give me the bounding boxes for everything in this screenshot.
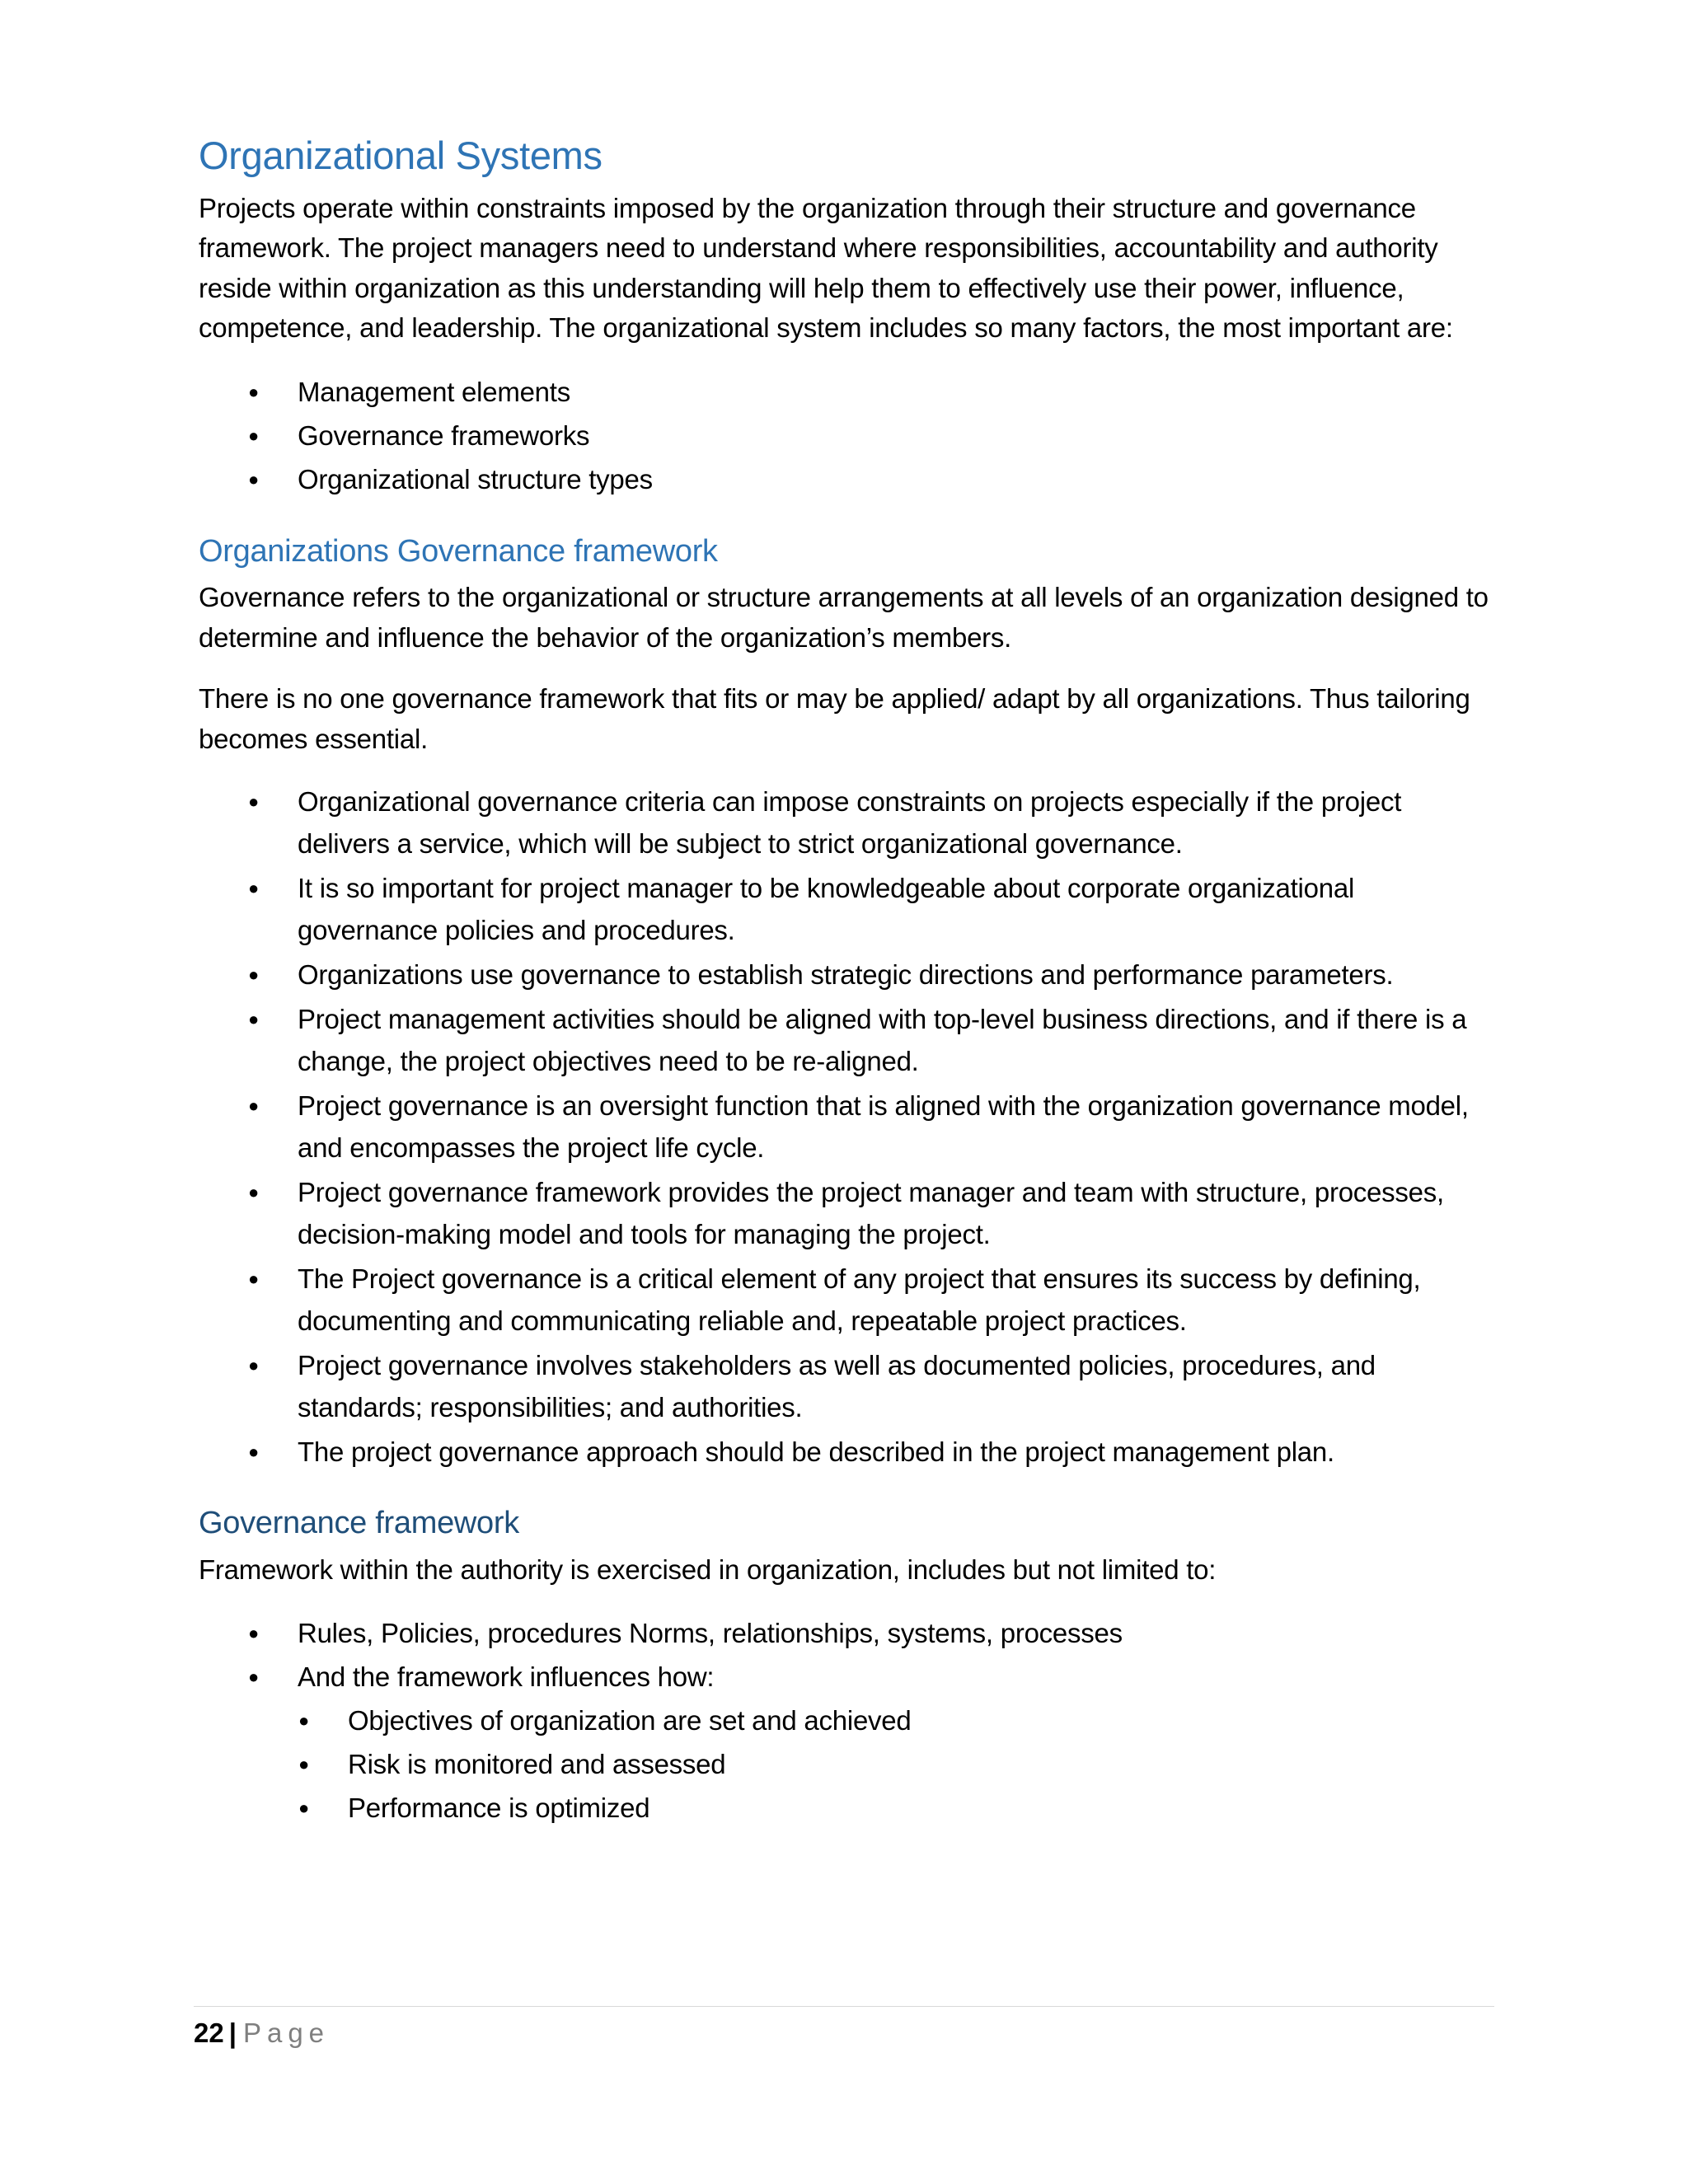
governance-tailoring-paragraph: There is no one governance framework that fits or may be applied/ adapt by all organizations. Thus tailoring becomes essential. <box>199 683 1470 754</box>
list-item: ● Governance frameworks <box>199 414 1494 457</box>
list-item: ● The project governance approach should be described in the project management plan. <box>199 1431 1494 1473</box>
page-footer <box>194 2006 1494 2051</box>
list-item: ● The Project governance is a critical element of any project that ensures its success by defining, documenting and communicating reliable and, repeatable project practices. <box>199 1258 1494 1342</box>
page-label: Page <box>242 2018 331 2048</box>
section-title-governance-framework-2: Governance framework <box>199 1506 519 1541</box>
list-item: ● Rules, Policies, procedures Norms, relationships, systems, processes <box>199 1611 1494 1655</box>
list-item: ● Project governance involves stakeholders as well as documented policies, procedures, and standards; responsibilities; and authorities. <box>199 1344 1494 1428</box>
governance-definition-paragraph: Governance refers to the organizational or structure arrangements at all levels of an organization designed to determine and influence the behavior of the organization’s members. <box>199 582 1489 653</box>
footer-separator: | <box>228 2018 237 2048</box>
list-item: ● Management elements <box>199 370 1494 414</box>
list-item: ● Organizational structure types <box>199 457 1494 501</box>
document-page <box>199 132 1494 1849</box>
sub-list-item: ● Risk is monitored and assessed <box>199 1742 1494 1786</box>
governance-framework-intro: Framework within the authority is exercised in organization, includes but not limited to: <box>199 1554 1217 1585</box>
page-number: 22 <box>194 2018 224 2048</box>
section-title-governance-framework: Organizations Governance framework <box>199 533 718 569</box>
list-item: ● Project governance is an oversight function that is aligned with the organization governance model, and encompasses the project life cycle. <box>199 1085 1494 1169</box>
list-item: ● And the framework influences how: <box>199 1655 1494 1699</box>
organizational-systems-intro: Projects operate within constraints imposed by the organization through their structure and governance framework. The project managers need to understand where responsibilities, accountability and authority reside within organization as this understanding will help them to effectively use their power, influence, competence, and leadership. The organizational system includes so many factors, the most important are: <box>199 192 1453 344</box>
list-item: ● It is so important for project manager to be knowledgeable about corporate organizational governance policies and procedures. <box>199 867 1494 951</box>
sub-list-item: ● Performance is optimized <box>199 1786 1494 1830</box>
section-title-organizational-systems: Organizational Systems <box>199 134 603 177</box>
list-item: ● Project management activities should be aligned with top-level business directions, and if there is a change, the project objectives need to be re-aligned. <box>199 998 1494 1082</box>
list-item: ● Project governance framework provides the project manager and team with structure, processes, decision-making model and tools for managing the project. <box>199 1171 1494 1255</box>
list-item: ● Organizations use governance to establish strategic directions and performance parameters. <box>199 954 1494 996</box>
governance-framework-list <box>199 1611 1494 1830</box>
list-item: ● Organizational governance criteria can impose constraints on projects especially if the project delivers a service, which will be subject to strict organizational governance. <box>199 780 1494 865</box>
governance-list <box>199 780 1494 1473</box>
organizational-systems-list <box>199 370 1494 501</box>
sub-list-item: ● Objectives of organization are set and achieved <box>199 1699 1494 1742</box>
